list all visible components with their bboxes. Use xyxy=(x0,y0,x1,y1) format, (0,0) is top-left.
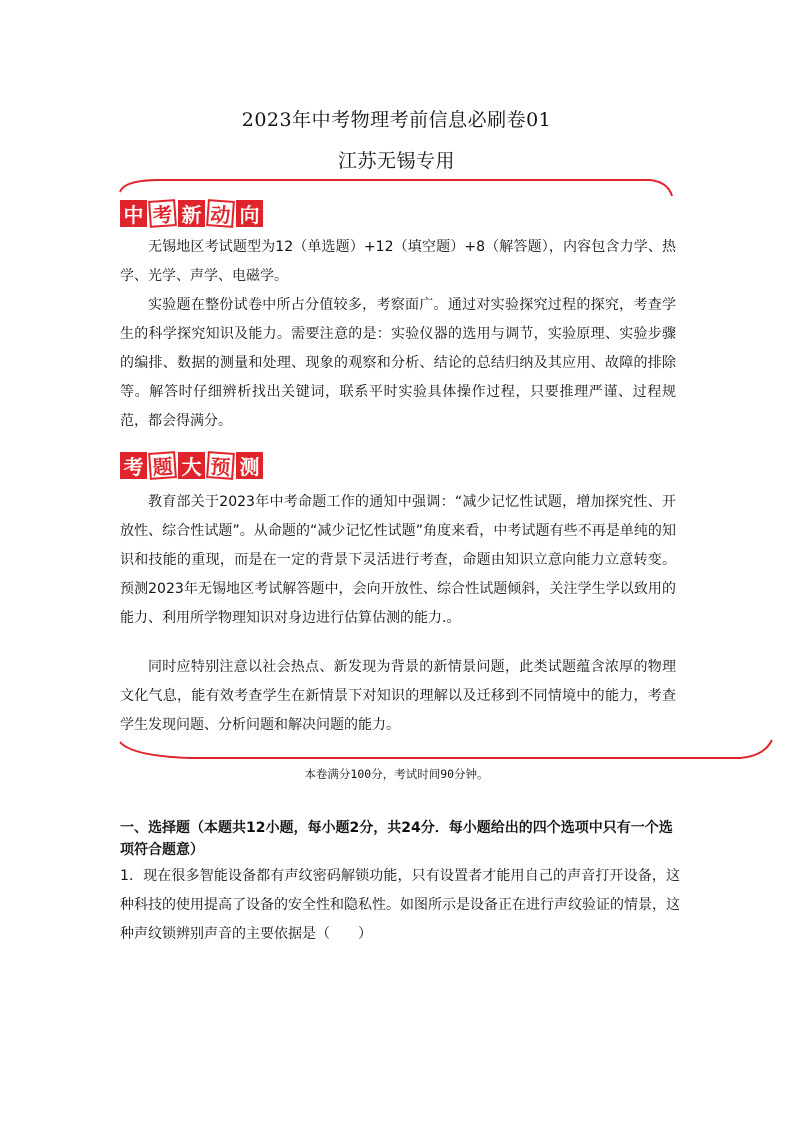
trend-banner-char: 考 xyxy=(148,199,177,228)
forecast-banner xyxy=(120,452,263,479)
forecast-banner-char: 测 xyxy=(236,452,263,479)
top-frame-arc xyxy=(120,180,672,196)
page-title: 2023年中考物理考前信息必刷卷01 xyxy=(241,109,552,131)
question-text: 1．现在很多智能设备都有声纹密码解锁功能，只有设置者才能用自己的声音打开设备，这种科技的使用提高了设备的安全性和隐私性。如图所示是设备正在进行声纹验证的情景，这种声纹锁辨别声音的主要依据是（ ） xyxy=(120,868,680,942)
forecast-banner-char: 预 xyxy=(206,451,235,480)
forecast-banner-char: 考 xyxy=(120,452,147,479)
forecast-banner-char: 大 xyxy=(178,452,205,479)
forecast-banner-char: 题 xyxy=(148,451,177,480)
trend-banner-char: 新 xyxy=(178,200,205,227)
trend-banner-char: 动 xyxy=(206,199,235,228)
section-heading: 一、选择题（本题共12小题，每小题2分，共24分．每小题给出的四个选项中只有一个选项符合题意） xyxy=(120,820,673,858)
forecast-paragraph: 教育部关于2023年中考命题工作的通知中强调：“减少记忆性试题，增加探究性、开放性、综合性试题”。从命题的“减少记忆性试题”角度来看，中考试题有些不再是单纯的知识和技能的重现，而是在一定的背景下灵活进行考查，命题由知识立意向能力立意转变。预测2023年无锡地区考试解答题中，会向开放性、综合性试题倾斜，关注学生学以致用的能力、利用所学物理知识对身边进行估算估测的能力.。 xyxy=(120,494,676,626)
forecast-paragraph: 同时应特别注意以社会热点、新发现为背景的新情景问题，此类试题蕴含浓厚的物理文化气息，能有效考查学生在新情景下对知识的理解以及迁移到不同情境中的能力，考查学生发现问题、分析问题和解决问题的能力。 xyxy=(120,659,676,733)
page-subtitle: 江苏无锡专用 xyxy=(337,150,455,172)
trend-paragraph: 无锡地区考试题型为12（单选题）+12（填空题）+8（解答题），内容包含力学、热学、光学、声学、电磁学。 xyxy=(120,239,676,284)
bottom-frame-arc xyxy=(120,740,772,758)
trend-banner-char: 向 xyxy=(236,200,263,227)
trend-banner-char: 中 xyxy=(120,200,147,227)
exam-note: 本卷满分100分，考试时间90分钟。 xyxy=(304,767,489,781)
trend-banner xyxy=(120,200,263,227)
trend-paragraph: 实验题在整份试卷中所占分值较多，考察面广。通过对实验探究过程的探究，考查学生的科学探究知识及能力。需要注意的是：实验仪器的选用与调节，实验原理、实验步骤的编排、数据的测量和处理、现象的观察和分析、结论的总结归纳及其应用、故障的排除等。解答时仔细辨析找出关键词，联系平时实验具体操作过程，只要推理严谨、过程规范，都会得满分。 xyxy=(120,297,676,429)
